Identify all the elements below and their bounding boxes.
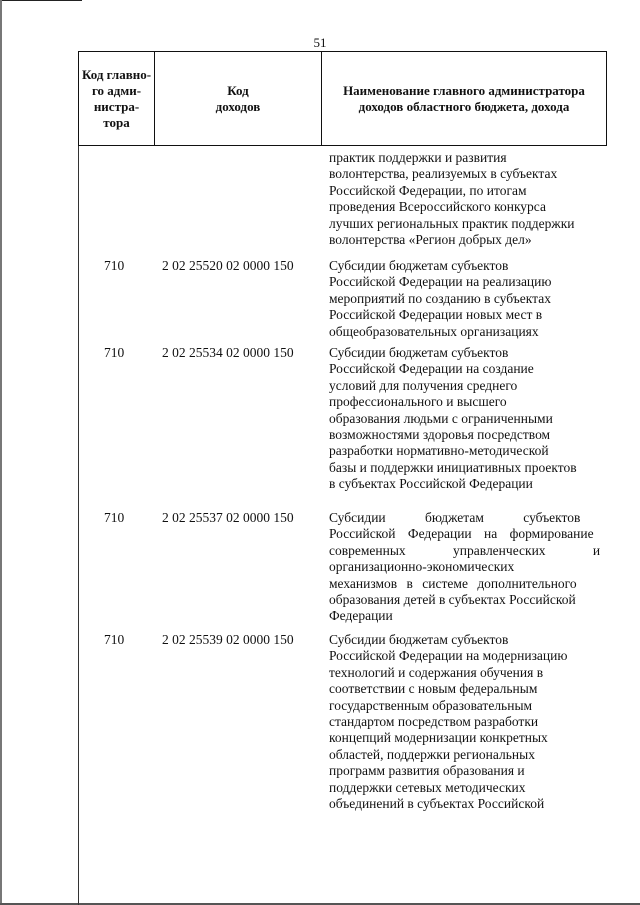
name-line: Российской Федерации на создание xyxy=(329,361,534,377)
header-name: Наименование главного администратора доходов областного бюджета, дохода xyxy=(343,82,585,114)
income-name xyxy=(329,632,608,812)
name-line: образования людьми с ограниченными xyxy=(329,410,553,426)
name-line: Российской Федерации, по итогам xyxy=(329,182,527,198)
name-word: Субсидии бюджетам субъектов xyxy=(329,510,581,525)
header-income-code-label: Код доходов xyxy=(215,82,261,114)
name-line: Субсидии бюджетам субъектов xyxy=(329,345,509,360)
name-line: объединений в субъектах Российской xyxy=(329,796,545,812)
admin-code: 710 xyxy=(104,345,125,360)
name-line: мероприятий по созданию в субъектах xyxy=(329,290,551,306)
name-line: поддержки сетевых методических xyxy=(329,779,526,795)
name-line: Российской Федерации на реализацию xyxy=(329,274,552,290)
name-line: соответствии с новым федеральным xyxy=(329,681,538,697)
name-line: Российской Федерации на модернизацию xyxy=(329,648,568,664)
name-line: волонтерства, реализуемых в субъектах xyxy=(329,166,558,182)
name-line: разработки нормативно-методической xyxy=(329,443,549,459)
income-code: 2 02 25539 02 0000 150 xyxy=(162,632,294,647)
table-header xyxy=(78,51,607,146)
name-line: концепций модернизации конкретных xyxy=(329,730,548,746)
income-name xyxy=(329,258,608,340)
name-line: практик поддержки и развития xyxy=(329,150,507,165)
name-line: общеобразовательных организациях xyxy=(329,323,539,339)
name-line: Федерации xyxy=(329,608,393,624)
name-line: волонтерства «Регион добрых дел» xyxy=(329,232,532,248)
name-line: образования детей в субъектах Российской xyxy=(329,592,576,608)
header-admin-code: Код главно-го адми-нистра-тора xyxy=(79,52,155,145)
name-line: проведения Всероссийского конкурса xyxy=(329,199,546,215)
admin-code: 710 xyxy=(104,510,125,525)
name-line: условий для получения среднего xyxy=(329,377,518,393)
name-line: технологий и содержания обучения в xyxy=(329,664,544,680)
name-line xyxy=(329,510,608,526)
name-line: Субсидии бюджетам субъектов xyxy=(329,258,509,273)
page-number: 51 xyxy=(313,35,327,50)
income-code: 2 02 25520 02 0000 150 xyxy=(162,258,294,273)
name-line: возможностями здоровья посредством xyxy=(329,427,551,443)
name-line: механизмов в системе дополнительного xyxy=(329,575,577,591)
scan-edge-left xyxy=(0,0,2,905)
name-line: Российской Федерации на формирование xyxy=(329,526,594,542)
income-name xyxy=(329,510,608,625)
name-line: Российской Федерации новых мест в xyxy=(329,307,543,323)
income-name xyxy=(329,150,608,248)
name-line: стандартом посредством разработки xyxy=(329,714,539,730)
admin-code: 710 xyxy=(104,632,125,647)
income-name xyxy=(329,345,608,493)
name-line: современных управленческих и xyxy=(329,542,601,558)
scan-edge-top xyxy=(0,0,82,1)
name-line: организационно-экономических xyxy=(329,559,515,575)
table-left-border xyxy=(78,146,79,905)
name-line: профессионального и высшего xyxy=(329,394,507,410)
header-income-code xyxy=(155,52,322,145)
name-line: лучших региональных практик поддержки xyxy=(329,215,575,231)
income-code: 2 02 25534 02 0000 150 xyxy=(162,345,294,360)
name-line: базы и поддержки инициативных проектов xyxy=(329,459,577,475)
name-line: государственным образовательным xyxy=(329,697,533,713)
name-line: программ развития образования и xyxy=(329,763,525,779)
admin-code: 710 xyxy=(104,258,125,273)
name-line: областей, поддержки региональных xyxy=(329,746,535,762)
name-line: в субъектах Российской Федерации xyxy=(329,476,533,492)
income-code: 2 02 25537 02 0000 150 xyxy=(162,510,294,525)
name-line: Субсидии бюджетам субъектов xyxy=(329,632,509,647)
